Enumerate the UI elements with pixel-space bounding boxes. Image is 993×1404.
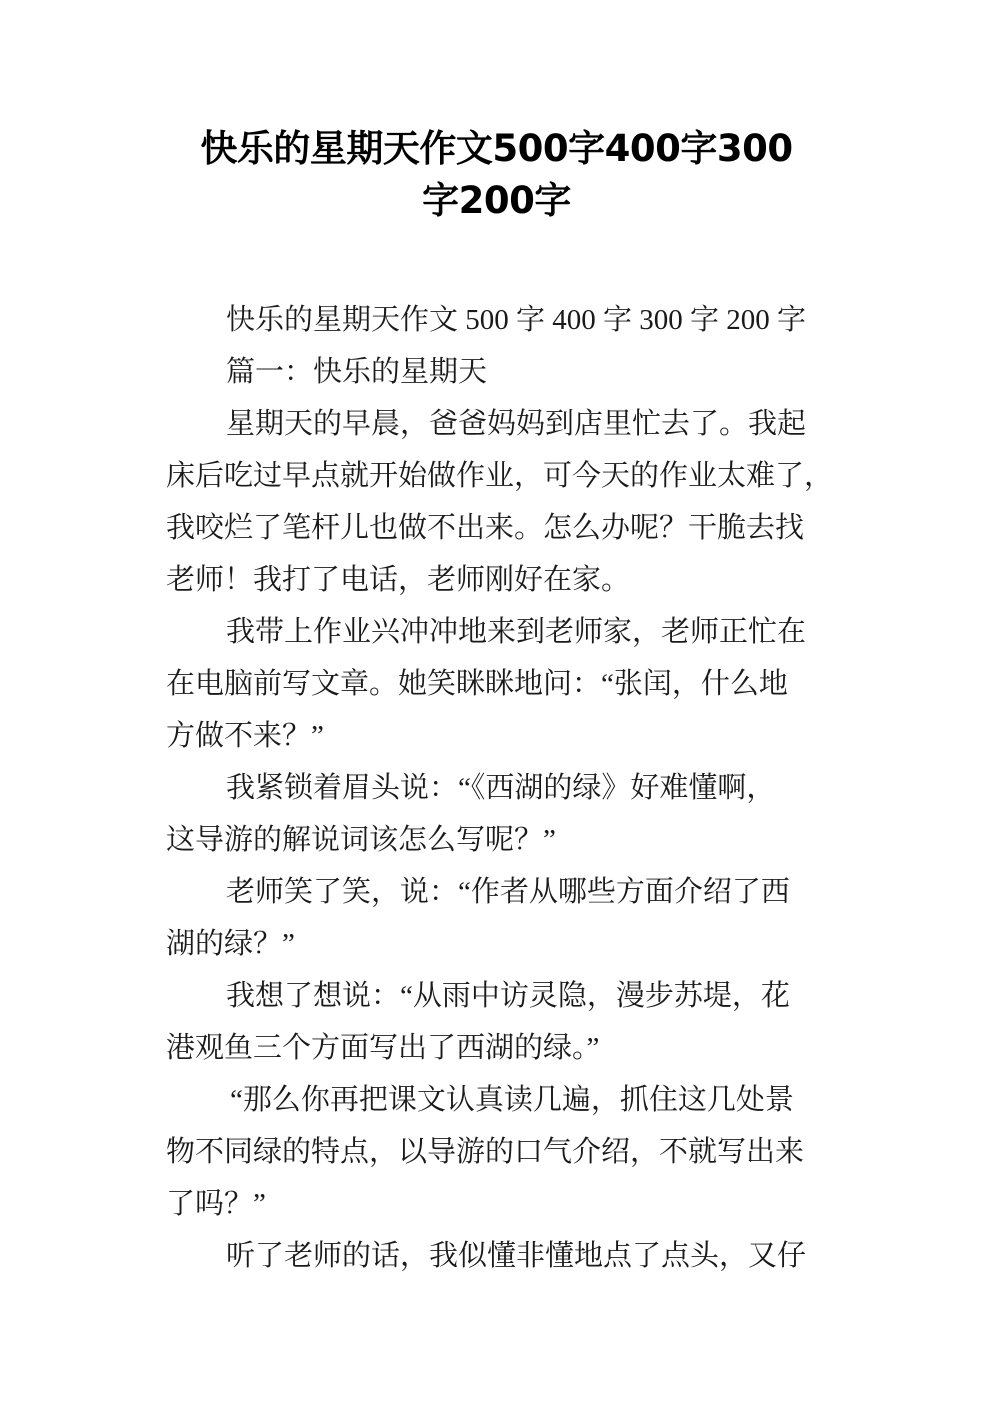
- body-line: 港观鱼三个方面写出了西湖的绿。”: [166, 1032, 600, 1064]
- body-line: 湖的绿？”: [166, 928, 295, 960]
- body-line: 在电脑前写文章。她笑眯眯地问：“张闰，什么地: [166, 668, 788, 700]
- body-line: 听了老师的话，我似懂非懂地点了点头，又仔: [226, 1240, 807, 1272]
- body-line: 我想了想说：“从雨中访灵隐，漫步苏堤，花: [226, 980, 790, 1012]
- body-line: “那么你再把课文认真读几遍，抓住这几处景: [230, 1084, 794, 1116]
- body-line: 了吗？”: [166, 1188, 266, 1220]
- body-line: 星期天的早晨，爸爸妈妈到店里忙去了。我起: [226, 408, 807, 440]
- body-line: 床后吃过早点就开始做作业，可今天的作业太难了，: [166, 460, 834, 492]
- body-line: 我紧锁着眉头说：“《西湖的绿》好难懂啊，: [226, 772, 776, 804]
- document-title-line-1: 快乐的星期天作文500字400字300: [200, 127, 793, 170]
- body-line: 老师！我打了电话，老师刚好在家。: [166, 564, 631, 596]
- body-line: 这导游的解说词该怎么写呢？”: [166, 824, 556, 856]
- body-line: 我带上作业兴冲冲地来到老师家，老师正忙在: [226, 616, 807, 648]
- body-line: 我咬烂了笔杆儿也做不出来。怎么办呢？干脆去找: [166, 512, 805, 544]
- body-line: 老师笑了笑，说：“作者从哪些方面介绍了西: [226, 876, 790, 908]
- body-line: 方做不来？”: [166, 720, 324, 752]
- body-line: 物不同绿的特点，以导游的口气介绍，不就写出来: [166, 1136, 805, 1168]
- body-line-subtitle: 快乐的星期天作文 500 字 400 字 300 字 200 字: [226, 304, 807, 336]
- body-line-section-heading: 篇一：快乐的星期天: [226, 356, 488, 388]
- document-title-line-2: 字200字: [422, 179, 571, 222]
